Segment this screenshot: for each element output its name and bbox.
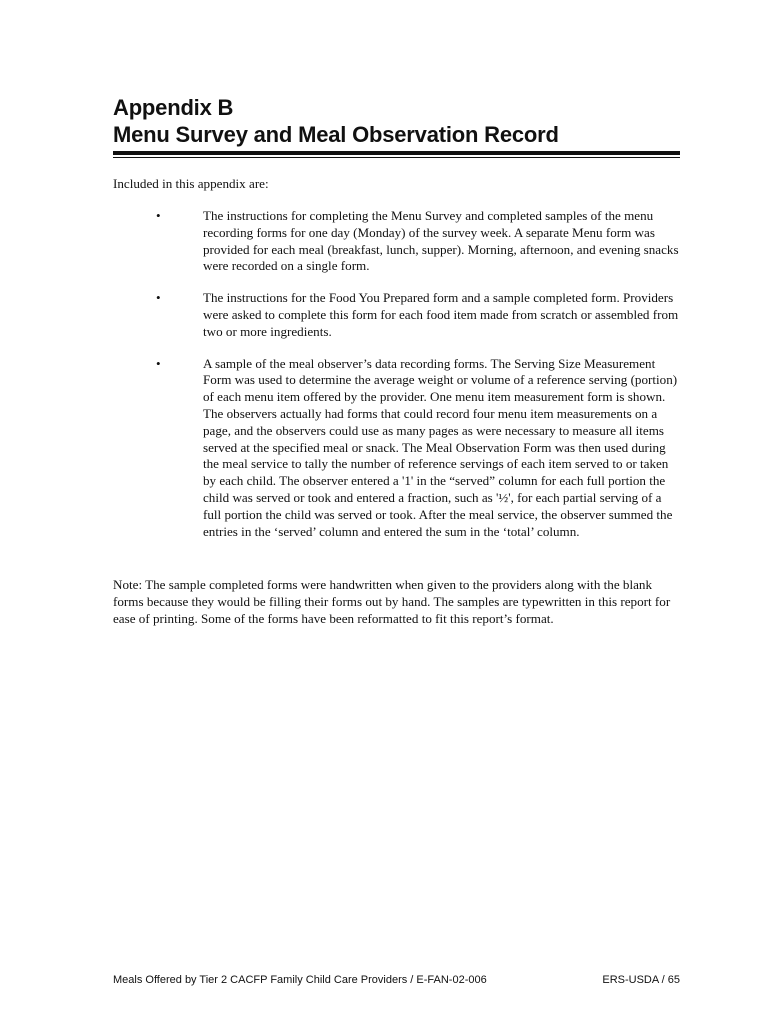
page-title — [113, 94, 683, 148]
footer-page-number: ERS-USDA / 65 — [602, 974, 680, 986]
list-item — [156, 290, 680, 340]
footer-report-title: Meals Offered by Tier 2 CACFP Family Child Care Providers / E-FAN-02-006 — [113, 974, 487, 986]
bullet-text: The instructions for completing the Menu Survey and completed samples of the menu recording forms for one day (Monday) of the survey week. A separate Menu form was provided for each meal (breakfast, lunch, supper). Morning, afternoon, and evening snacks were recorded on a single form. — [203, 208, 679, 274]
bullet-text: The instructions for the Food You Prepared form and a sample completed form. Providers were asked to complete this form for each food item made from scratch or assembled from two or more ingredients. — [203, 290, 679, 339]
appendix-title: Menu Survey and Meal Observation Record — [113, 122, 559, 147]
list-item — [156, 356, 680, 541]
bullet-list — [156, 208, 680, 555]
appendix-label: Appendix B — [113, 95, 234, 120]
title-rule-thick — [113, 151, 680, 155]
bullet-text: A sample of the meal observer’s data recording forms. The Serving Size Measurement Form was used to determine the average weight or volume of a reference serving (portion) of each menu item offered by the provider. One menu item measurement form is shown. The observers actually had forms that could record four menu item measurements on a page, and the observers could use as many pages as were necessary to measure all items served at the specified meal or snack. The Meal Observation Form was then used during the meal service to tally the number of reference servings of each item served to or taken by each child. The observer entered a '1' in the “served” column for each full portion the child was served or took and entered a fraction, such as '½', for each partial serving of a full portion the child was served or took. After the meal service, the observer summed the entries in the ‘served’ column and entered the sum in the ‘total’ column. — [203, 355, 678, 539]
note-paragraph: Note: The sample completed forms were handwritten when given to the providers along with the blank forms because they would be filling their forms out by hand. The samples are typewritten in this report for ease of printing. Some of the forms have been reformatted to fit this report’s format. — [113, 577, 671, 626]
bullet-icon: • — [156, 355, 161, 371]
bullet-icon: • — [156, 290, 161, 306]
bullet-icon: • — [156, 208, 161, 223]
intro-paragraph: Included in this appendix are: — [113, 176, 269, 191]
list-item — [156, 208, 680, 275]
title-rule-thin — [113, 157, 680, 158]
